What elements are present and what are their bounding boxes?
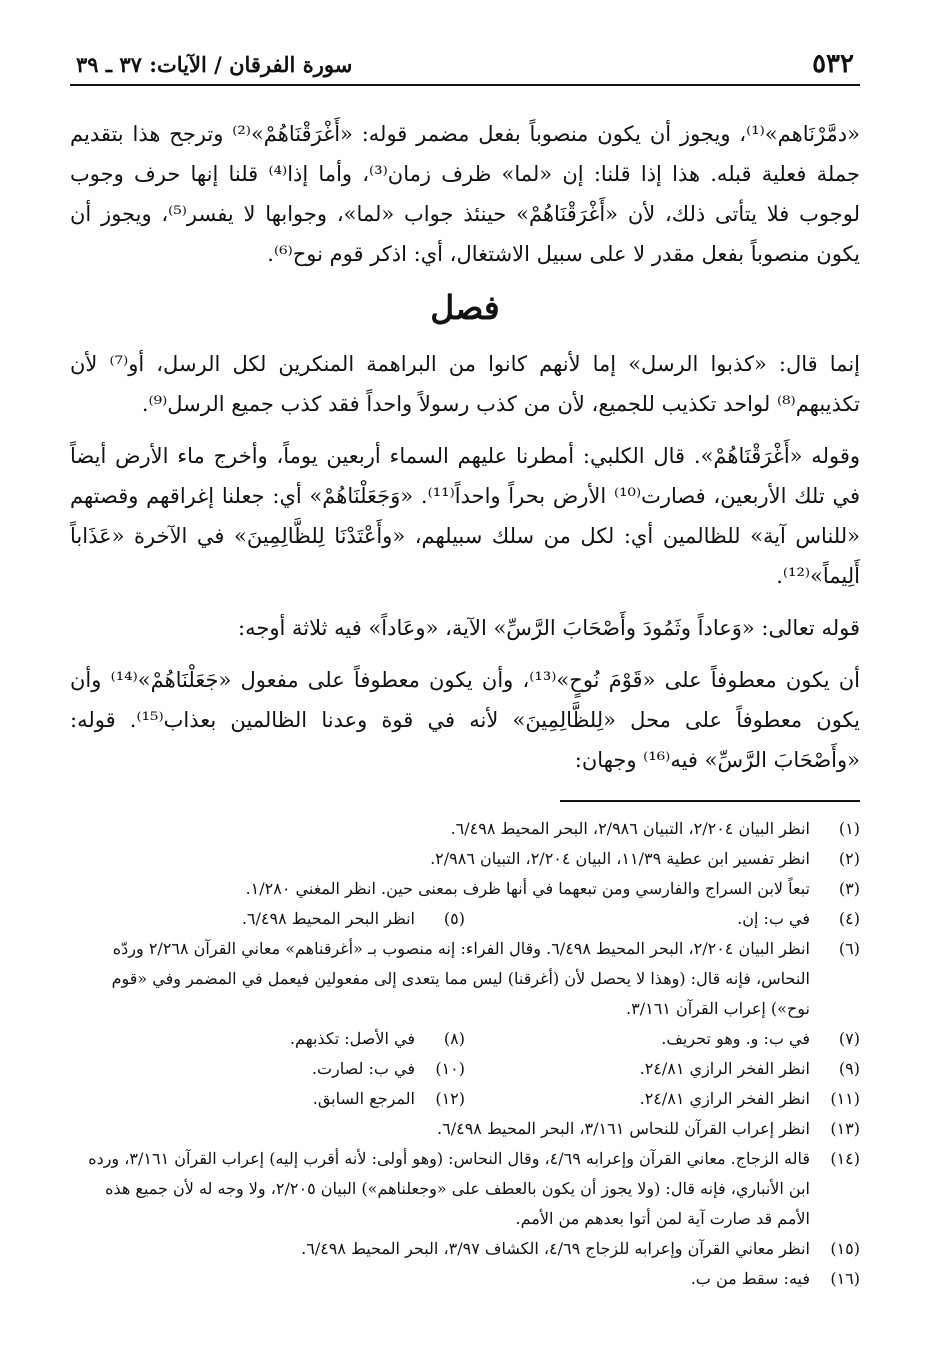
main-text xyxy=(70,114,860,780)
footnote-13: (١٣) انظر إعراب القرآن للنحاس ٣/١٦١، البحر المحيط ٦/٤٩٨. xyxy=(437,1119,860,1138)
paragraph-5: أن يكون معطوفاً على «قَوْمَ نُوحٍ»⁽¹³⁾، وأن يكون معطوفاً على مفعول «جَعَلْنَاهُمْ»⁽¹⁴⁾ وأن يكون معطوفاً على محل «لِلظَّالِمِينَ» لأنه في قوة وعدنا الظالمين بعذاب⁽¹⁵⁾. قوله: «وأَصْحَابَ الرَّسِّ» فيه⁽¹⁶⁾ وجهان: xyxy=(70,668,861,772)
footnote-row xyxy=(70,1054,860,1084)
footnote-5: (٥) انظر البحر المحيط ٦/٤٩٨. xyxy=(241,909,465,928)
paragraph-4: قوله تعالى: «وَعاداً وثَمُودَ وأَصْحَابَ الرَّسِّ» الآية، «وعَاداً» فيه ثلاثة أوجه: xyxy=(238,616,860,640)
footnotes xyxy=(70,814,860,1294)
paragraph-3: وقوله «أَغْرَقْنَاهُمْ». قال الكلبي: أمطرنا عليهم السماء أربعين يوماً، وأخرج ماء الأرض أيضاً في تلك الأربعين، فصارت⁽¹⁰⁾ الأرض بحراً واحداً⁽¹¹⁾. «وَجَعَلْنَاهُمْ» أي: جعلنا إغراقهم وقصتهم «للناس آية» للظالمين أي: لكل من سلك سبيلهم، «وأَعْتَدْنَا لِلظَّالِمِينَ» في الآخرة «عَذَاباً أَلِيماً»⁽¹²⁾. xyxy=(70,444,860,588)
footnote-row xyxy=(70,904,860,934)
footnote-6: (٦) انظر البيان ٢/٢٠٤، البحر المحيط ٦/٤٩٨. وقال الفراء: إنه منصوب بـ «أغرقناهم» معاني القرآن ٢/٢٦٨ وردّه النحاس، فإنه قال: (وهذا لا يحصل لأن (أغرقنا) ليس مما يتعدى إلى مفعولين فيعمل في المضمر وفي «قوم نوح») إعراب القرآن ٣/١٦١. xyxy=(111,939,860,1018)
page xyxy=(70,44,860,1294)
footnote-2: (٢) انظر تفسير ابن عطية ١١/٣٩، البيان ٢/٢٠٤، التبيان ٢/٩٨٦. xyxy=(430,849,860,868)
footnote-7: (٧) في ب: و. وهو تحريف. xyxy=(661,1029,860,1048)
footnote-10: (١٠) في ب: لصارت. xyxy=(311,1059,465,1078)
section-title: فصل xyxy=(430,288,500,327)
footnote-16: (١٦) فيه: سقط من ب. xyxy=(690,1269,860,1288)
page-number: ٥٣٢ xyxy=(812,49,854,79)
footnote-11: (١١) انظر الفخر الرازي ٢٤/٨١. xyxy=(639,1089,860,1108)
footnote-3: (٣) تبعاً لابن السراج والفارسي ومن تبعهما في أنها ظرف بمعنى حين. انظر المغني ١/٢٨٠. xyxy=(245,879,860,898)
footnote-separator xyxy=(560,800,860,802)
paragraph-1: «دمَّرْنَاهم»⁽¹⁾، ويجوز أن يكون منصوباً بفعل مضمر قوله: «أَغْرَقْنَاهُمْ»⁽²⁾ وترجح هذا بتقديم جملة فعلية قبله. هذا إذا قلنا: إن «لما» ظرف زمان⁽³⁾، وأما إذا⁽⁴⁾ قلنا إنها حرف وجوب لوجوب فلا يتأتى ذلك، لأن «أَغْرَقْنَاهُمْ» حينئذ جواب «لما»، وجوابها لا يفسر⁽⁵⁾، ويجوز أن يكون منصوباً بفعل مقدر لا على سبيل الاشتغال، أي: اذكر قوم نوح⁽⁶⁾. xyxy=(70,122,861,266)
running-title: سورة الفرقان / الآيات: ٣٧ ـ ٣٩ xyxy=(76,51,353,77)
footnote-4: (٤) في ب: إن. xyxy=(737,909,860,928)
page-header xyxy=(70,44,860,86)
footnote-row xyxy=(70,1024,860,1054)
paragraph-2: إنما قال: «كذبوا الرسل» إما لأنهم كانوا من البراهمة المنكرين لكل الرسل، أو⁽⁷⁾ لأن تكذيبهم⁽⁸⁾ لواحد تكذيب للجميع، لأن من كذب رسولاً واحداً فقد كذب جميع الرسل⁽⁹⁾. xyxy=(70,352,861,416)
footnote-row xyxy=(70,1084,860,1114)
footnote-1: (١) انظر البيان ٢/٢٠٤، التبيان ٢/٩٨٦، البحر المحيط ٦/٤٩٨. xyxy=(450,819,860,838)
footnote-14: (١٤) قاله الزجاج. معاني القرآن وإعرابه ٤/٦٩، وقال النحاس: (وهو أولى: لأنه أقرب إليه) إعراب القرآن ٣/١٦١، ورده ابن الأنباري، فإنه قال: (ولا يجوز أن يكون بالعطف على «وجعلناهم») البيان ٢/٢٠٥، ولا وجه له لأن جميع هذه الأمم قد صارت آية لمن أتوا بعدهم من الأمم. xyxy=(88,1149,860,1228)
footnote-9: (٩) انظر الفخر الرازي ٢٤/٨١. xyxy=(639,1059,860,1078)
footnote-8: (٨) في الأصل: تكذبهم. xyxy=(289,1029,465,1048)
footnote-15: (١٥) انظر معاني القرآن وإعرابه للزجاج ٤/٦٩، الكشاف ٣/٩٧، البحر المحيط ٦/٤٩٨. xyxy=(301,1239,860,1258)
footnote-12: (١٢) المرجع السابق. xyxy=(312,1089,465,1108)
